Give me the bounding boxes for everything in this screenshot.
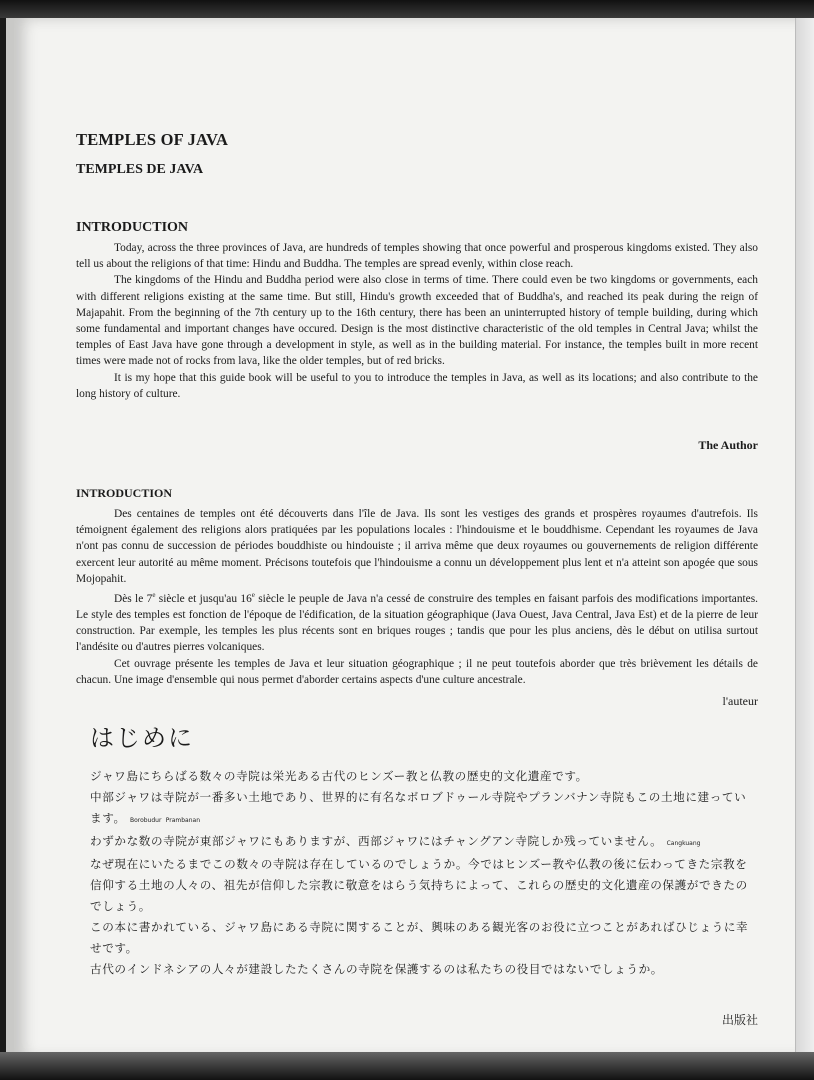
french-paragraph-2 — [76, 587, 758, 656]
french-p2-part-c: siècle le peuple de Java n'a cessé de construire des temples en faisant parfois des modifications importantes. Le style des temples est fonction de l'époque de l'édification, de la situation géographique (Java Ouest, Java Central, Java Est) et de la pierre de leur construction. Par exemple, les temples les plus récents sont en briques rouges ; tandis que pour les plus anciens, dès le début on utilisa surtout l'andésite ou d'autres pierres volcaniques. — [76, 592, 759, 654]
english-paragraph-2: The kingdoms of the Hindu and Buddha period were also close in terms of time. There could even be two kingdoms or governments, each with different religions existing at the same time. But still, Hindu's growth exceeded that of Buddha's, and reached its peak during the reign of Majapahit. From the beginning of the 7th century up to the 16th century, there has been an uninterrupted history of temple building, during which some fundamental and important changes have occured. Design is the most distinctive characteristic of the old temples in Central Java; whilst the temples of East Java have gone through a development in style, as well as in the building material. For instance, the temples built in more recent times were made not of rocks from lava, like the older temples, but of red bricks. — [76, 274, 758, 368]
french-p2-part-a: Dès le 7 — [114, 592, 153, 605]
japanese-introduction-body — [90, 766, 758, 980]
japanese-line-3 — [90, 831, 758, 854]
french-paragraph-1: Des centaines de temples ont été découverts dans l'île de Java. Ils sont les vestiges des grands et prospères royaumes d'autrefois. Ils témoignent également des religions alors pratiquées par les populations locales : l'hindouisme et le bouddhisme. Cependant les royaumes de Java n'ont pas connu de succession de périodes bouddhiste ou hindouiste ; il arriva même que deux royaumes ou gouvernements de religion différente exercent leur autorité au même moment. Précisons toutefois que l'hindouisme a connu un développement plus lent et n'a atteint son apogée que sous Mojopahit. — [76, 508, 758, 585]
ruby-cangkuang: Cangkuang — [666, 840, 701, 847]
french-paragraph-3: Cet ouvrage présente les temples de Java et leur situation géographique ; il ne peut toutefois aborder que très brièvement les détails de chacun. Une image d'ensemble qui nous permet d'aborder certains aspects d'une culture ancestrale. — [76, 657, 758, 686]
japanese-introduction-heading: はじめに — [90, 724, 194, 752]
english-paragraph-3: It is my hope that this guide book will be useful to you to introduce the temples in Java, as well as its locations; and also contribute to the long history of culture. — [76, 371, 758, 400]
japanese-line-5: この本に書かれている、ジャワ島にある寺院に関することが、興味のある観光客のお役に立つことがあればひじょうに幸せです。 — [90, 920, 749, 955]
title-english: TEMPLES OF JAVA — [76, 130, 229, 149]
japanese-line-3-text: わずかな数の寺院が東部ジャワにもありますが、西部ジャワにはチャングアン寺院しか残っていません。 — [90, 834, 663, 848]
scan-top-edge — [0, 0, 814, 18]
title-french: TEMPLES DE JAVA — [76, 162, 204, 177]
french-p2-part-b: siècle et jusqu'au 16 — [155, 592, 252, 605]
french-p2-superscript-2: e — [251, 591, 255, 600]
japanese-line-1: ジャワ島にちらばる数々の寺院は栄光ある古代のヒンズー教と仏教の歴史的文化遺産です。 — [90, 769, 588, 783]
english-paragraph-1: Today, across the three provinces of Java, are hundreds of temples showing that once powerful and prosperous kingdoms existed. They also tell us about the religions of that time: Hindu and Buddha. The temples are spread evenly, within close reach. — [76, 242, 758, 271]
french-p2-superscript-1: e — [152, 591, 156, 600]
english-introduction-heading: INTRODUCTION — [76, 220, 189, 235]
book-page — [6, 18, 804, 1058]
english-author-signature: The Author — [698, 438, 758, 452]
french-introduction-heading: INTRODUCTION — [76, 486, 173, 500]
japanese-line-2 — [90, 787, 758, 831]
japanese-line-4: なぜ現在にいたるまでこの数々の寺院は存在しているのでしょうか。今ではヒンズー教や仏教の後に伝わってきた宗教を信仰する土地の人々の、祖先が信仰した宗教に敬意をはらう気持ちによって、これらの歴史的文化遺産の保護ができたのでしょう。 — [90, 857, 748, 913]
english-introduction-body — [76, 240, 758, 402]
scan-right-edge — [795, 18, 814, 1080]
french-introduction-body — [76, 506, 758, 688]
ruby-prambanan: Prambanan — [165, 817, 201, 824]
japanese-line-2-text: 中部ジャワは寺院が一番多い土地であり、世界的に有名なボロブドゥール寺院やプランバナン寺院もこの土地に建っています。 — [90, 790, 747, 825]
scan-bottom-edge — [0, 1052, 814, 1080]
japanese-line-6: 古代のインドネシアの人々が建設したたくさんの寺院を保護するのは私たちの役目ではないでしょうか。 — [90, 962, 663, 976]
french-author-signature: l'auteur — [722, 694, 758, 708]
publisher-signature: 出版社 — [721, 1013, 758, 1027]
ruby-borobudur: Borobudur — [129, 817, 162, 824]
